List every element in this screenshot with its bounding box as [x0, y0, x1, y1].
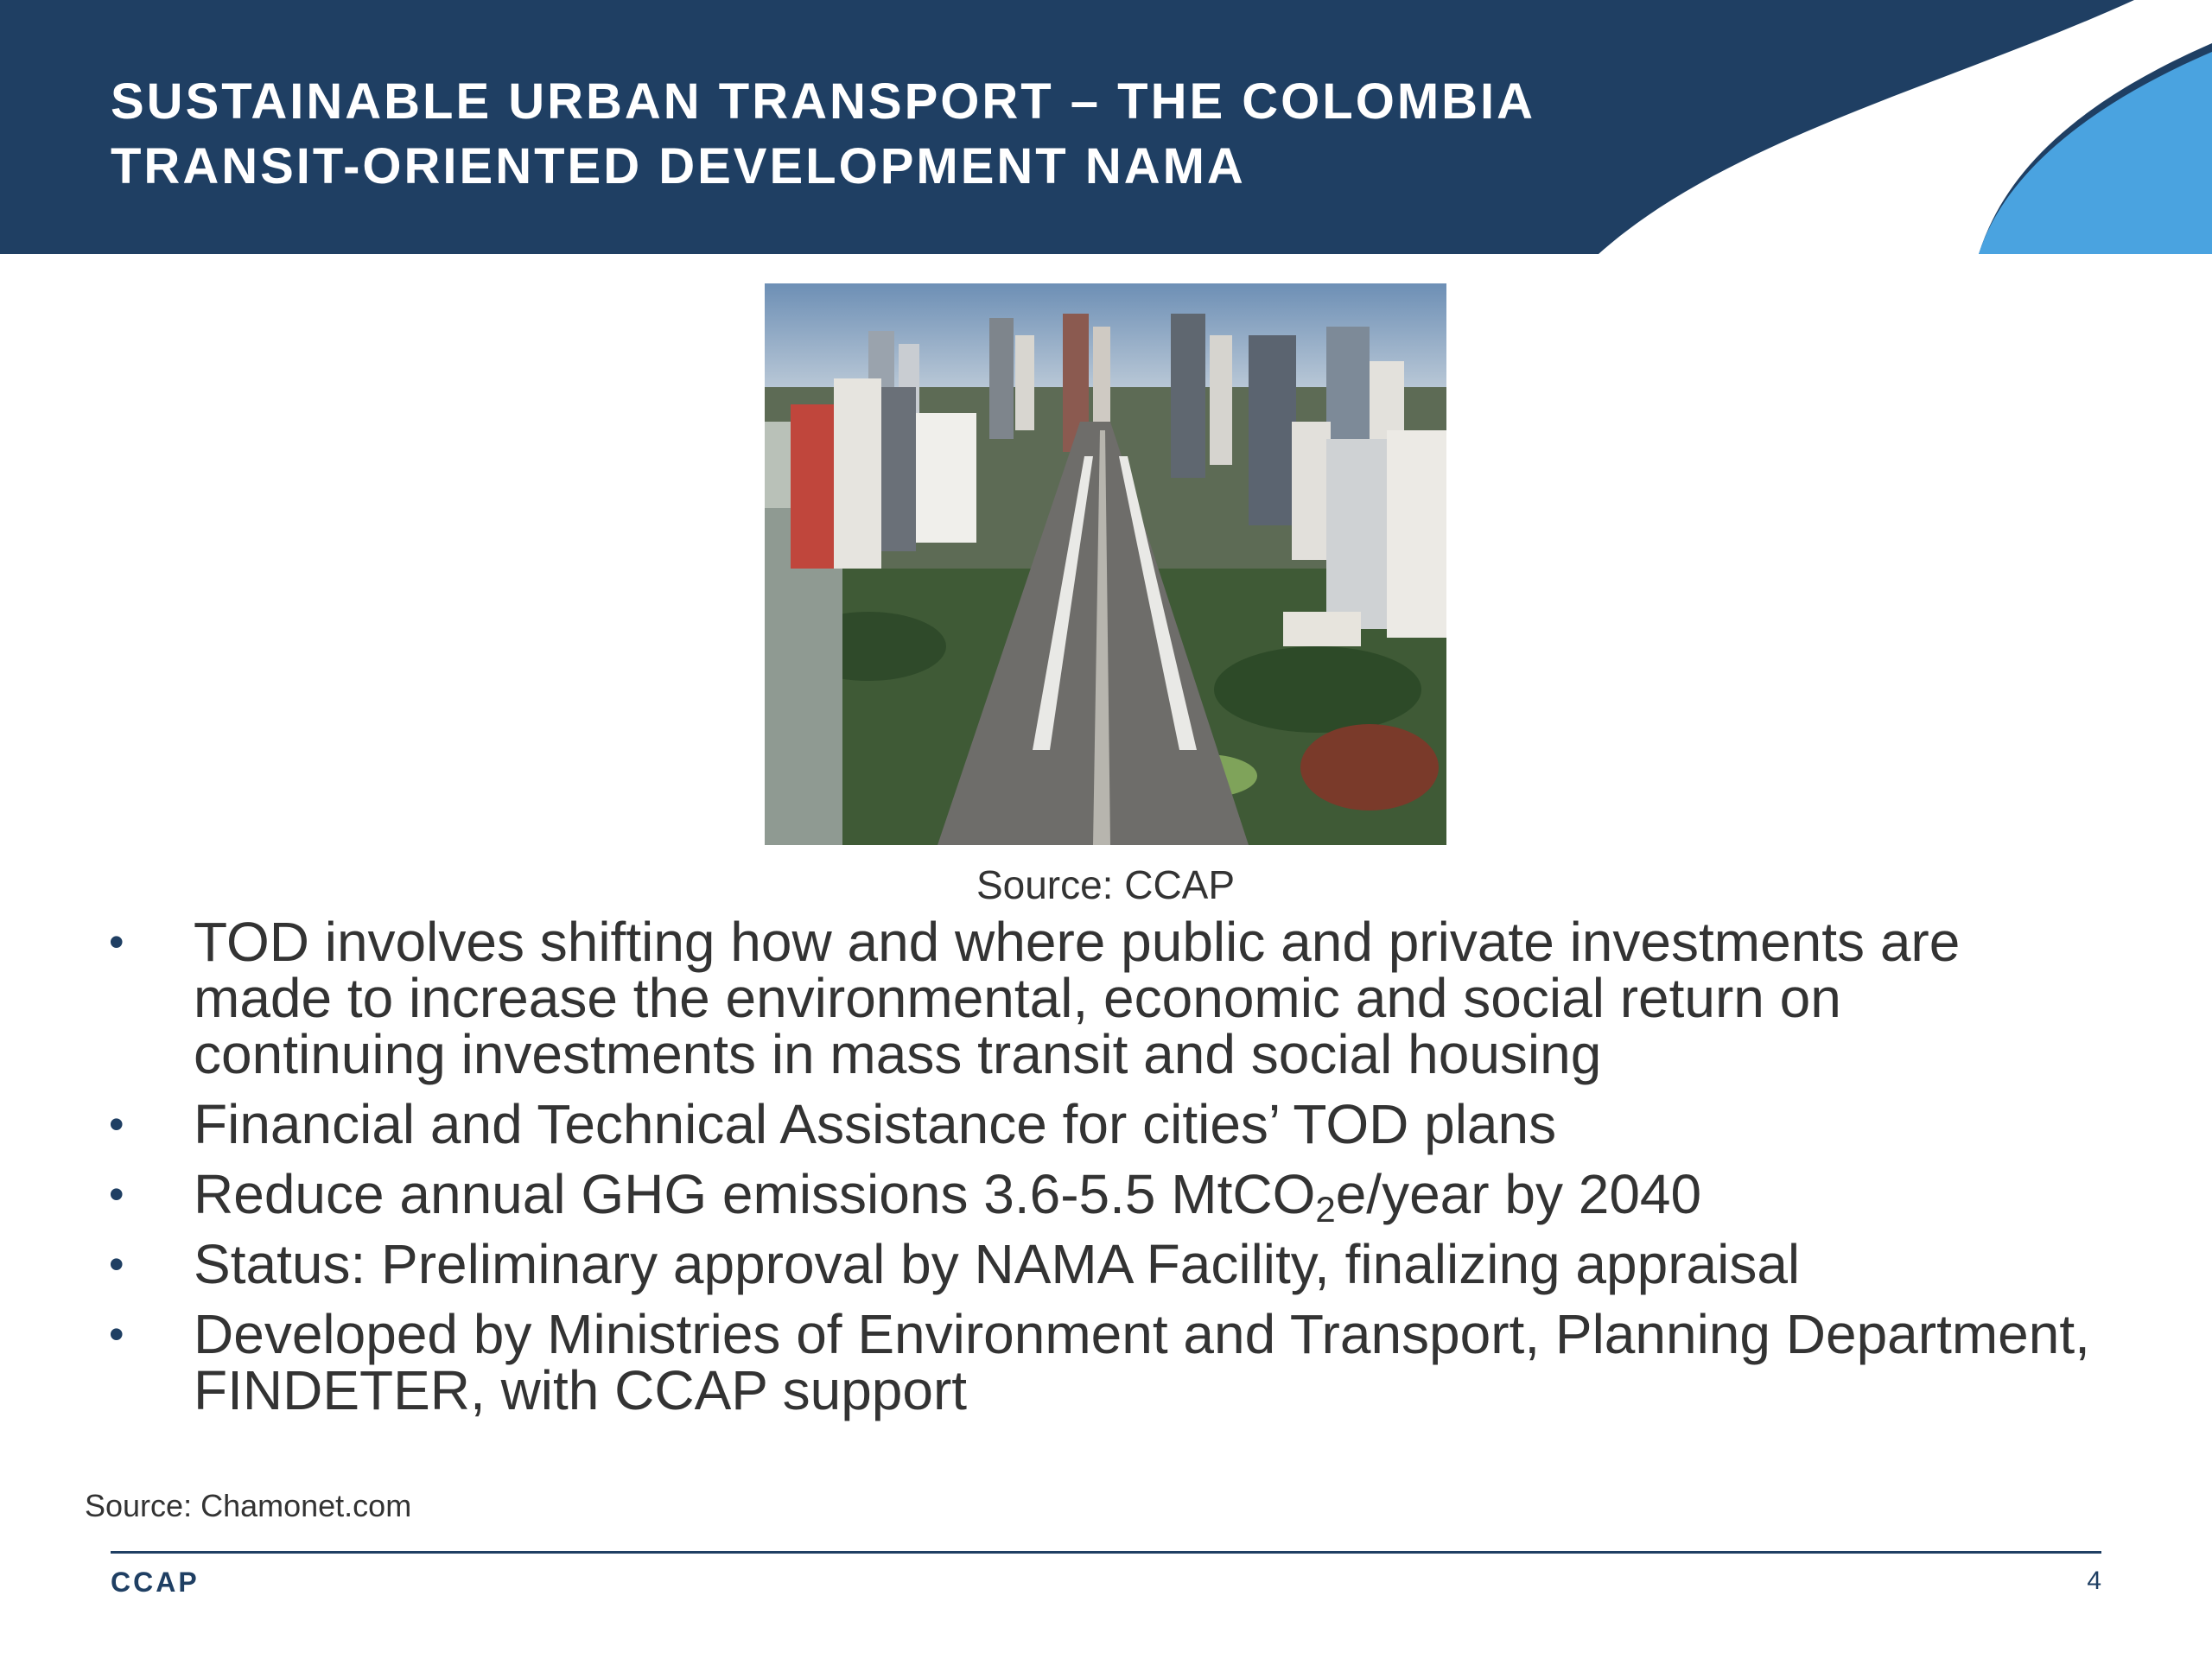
bullet-list	[109, 911, 2096, 1433]
bullet-glyph: •	[109, 918, 124, 966]
image-source-caption: Source: CCAP	[976, 862, 1236, 907]
bullet-glyph: •	[109, 1240, 124, 1288]
bullet-item-emissions	[109, 1163, 2096, 1230]
bullet-item-developed-by	[109, 1303, 2096, 1421]
city-aerial-photo	[765, 283, 1446, 845]
bullet-text: Financial and Technical Assistance for cities’ TOD plans	[194, 1093, 1557, 1155]
bullet-text: Status: Preliminary approval by NAMA Facility, finalizing appraisal	[194, 1233, 1801, 1295]
bullet-item-assistance	[109, 1093, 2096, 1155]
slide-title-line-2: TRANSIT-ORIENTED DEVELOPMENT NAMA	[111, 138, 1246, 194]
bullet-text: TOD involves shifting how and where public and private investments are made to increase the environmental, economic and social return on continuing investments in mass transit and social housing	[194, 911, 1961, 1085]
bullet-text-subscript: 2	[1315, 1189, 1336, 1230]
slide-title-line-1: SUSTAINABLE URBAN TRANSPORT – THE COLOMBIA	[111, 73, 1536, 130]
source-note: Source: Chamonet.com	[85, 1488, 412, 1523]
bullet-item-tod	[109, 911, 2096, 1085]
bullet-glyph: •	[109, 1310, 124, 1358]
page-number: 4	[2087, 1567, 2101, 1595]
footer-divider	[111, 1551, 2101, 1554]
bullet-item-status	[109, 1233, 2096, 1295]
bullet-glyph: •	[109, 1100, 124, 1148]
bullet-glyph: •	[109, 1170, 124, 1218]
header-banner	[0, 0, 2212, 254]
bullet-text: Developed by Ministries of Environment and Transport, Planning Department, FINDETER, with CCAP support	[194, 1303, 2090, 1421]
bullet-text-part-after: e/year by 2040	[1335, 1163, 1702, 1225]
bullet-text-part-before: Reduce annual GHG emissions 3.6-5.5 MtCO	[194, 1163, 1316, 1225]
slide-title	[111, 69, 1718, 199]
footer-brand: CCAP	[111, 1567, 200, 1598]
